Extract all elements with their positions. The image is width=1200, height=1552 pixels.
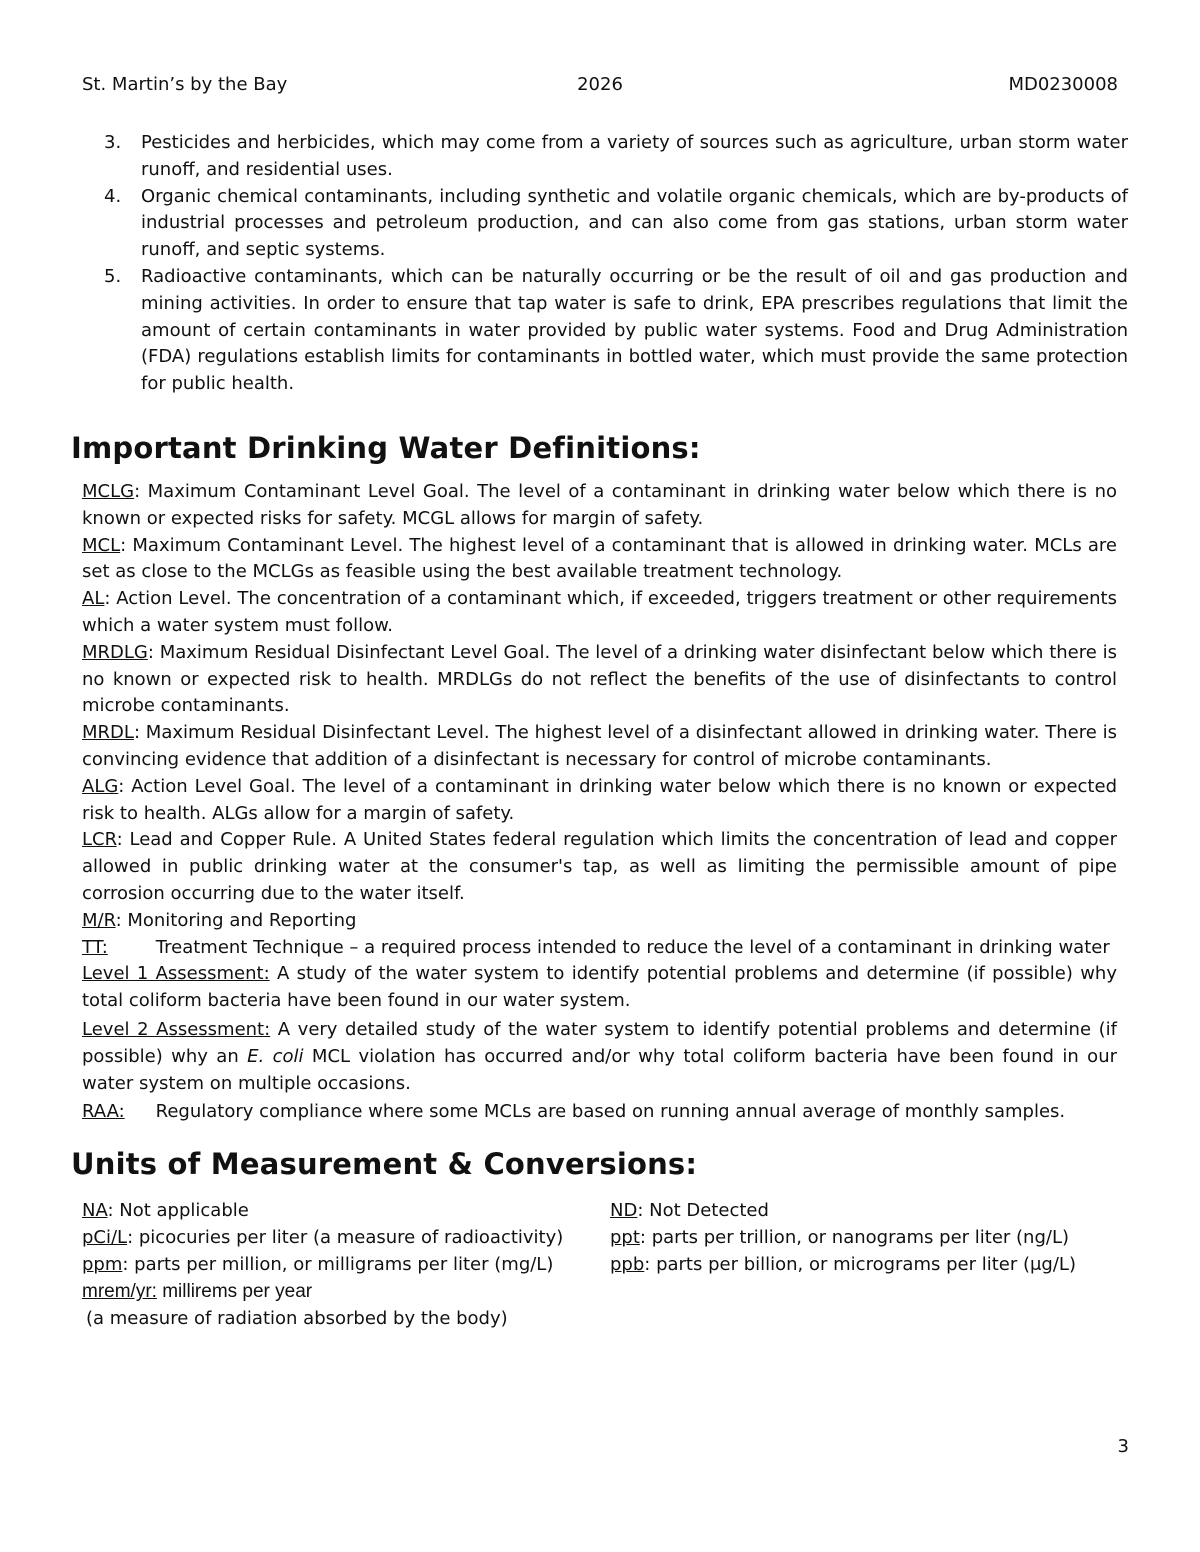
list-item-text: Organic chemical contaminants, including synthetic and volatile organic chemicals, which are by-products of industrial processes and petroleum production, and can also come from gas stations, urban storm water runoff, and septic systems.: [141, 185, 1128, 261]
definition-term: MCLG: [82, 481, 135, 502]
unit-text: millirems per year: [156, 1281, 313, 1303]
definition-text: A study of the water system to identify potential problems and determine (if possible) why total coliform bacteria have been found in our water system.: [82, 963, 1117, 1012]
definition-tt: [82, 935, 1117, 962]
unit-term: ppb: [610, 1253, 645, 1275]
list-item: [82, 184, 1128, 264]
definition-mcl: [82, 533, 1117, 587]
definition-term: Level 1 Assessment:: [82, 963, 270, 985]
definition-mr: [82, 908, 1117, 935]
definition-italic-term: E. coli: [247, 1045, 304, 1067]
definition-term: ALG: [82, 775, 119, 797]
definition-text: : Maximum Contaminant Level. The highest level of a contaminant that is allowed in drinking water. MCLs are set as close to the MCLGs as feasible using the best available treatment technology.: [82, 534, 1117, 583]
definition-term: MRDL: [82, 722, 134, 744]
definition-text: Regulatory compliance where some MCLs are based on running annual average of monthly samples.: [155, 1101, 1066, 1123]
unit-ppt: [610, 1225, 1120, 1252]
list-item-number: 5.: [104, 265, 122, 287]
definition-mrdl: [82, 720, 1117, 774]
unit-ppb: [610, 1252, 1120, 1279]
definition-alg: [82, 774, 1117, 828]
list-item-text: Radioactive contaminants, which can be naturally occurring or be the result of oil and gas production and mining activities. In order to ensure that tap water is safe to drink, EPA prescribes regulations that limit the amount of certain contaminants in water provided by public water systems. Food and Drug Administration (FDA) regulations establish limits for contaminants in bottled water, which must provide the same protection for public health.: [141, 265, 1128, 395]
definition-mrdlg: [82, 640, 1117, 720]
units-column-right: [610, 1198, 1120, 1278]
list-item-number: 4.: [104, 185, 122, 207]
definition-raa: [82, 1099, 1117, 1126]
definition-text: Treatment Technique – a required process intended to reduce the level of a contaminant in drinking water: [155, 936, 1110, 958]
definition-text: MCL violation has occurred and/or why total coliform bacteria have been found in our water system on multiple occasions.: [82, 1045, 1117, 1094]
unit-term: ppm: [82, 1253, 123, 1275]
definition-text: : Maximum Contaminant Level Goal. The level of a contaminant in drinking water below which there is no known or expected risks for safety. MCGL allows for margin of safety.: [82, 481, 1117, 529]
definition-text: : Maximum Residual Disinfectant Level Goal. The level of a drinking water disinfectant below which there is no known or expected risk to health. MRDLGs do not reflect the benefits of the use of disinfectants to control microbe contaminants.: [82, 641, 1117, 717]
unit-pcil: [82, 1225, 602, 1252]
page-number: 3: [1117, 1436, 1129, 1457]
list-item: [82, 264, 1128, 398]
units-heading: Units of Measurement & Conversions:: [71, 1147, 698, 1181]
definitions-section: [82, 479, 1117, 1126]
definitions-heading: Important Drinking Water Definitions:: [71, 431, 701, 465]
unit-text: : parts per billion, or micrograms per liter (μg/L): [644, 1253, 1076, 1275]
definition-text: : Monitoring and Reporting: [115, 909, 357, 931]
unit-term: NA: [82, 1200, 108, 1221]
unit-na: [82, 1198, 602, 1225]
list-item-number: 3.: [104, 132, 122, 153]
unit-nd: [610, 1198, 1120, 1225]
definition-level2: [82, 1017, 1117, 1097]
definition-al: [82, 586, 1117, 640]
definition-lcr: [82, 827, 1117, 907]
unit-term: mrem/yr:: [82, 1281, 157, 1303]
page-header: [82, 72, 1118, 98]
definition-text: : Action Level. The concentration of a contaminant which, if exceeded, triggers treatment or other requirements which a water system must follow.: [82, 588, 1117, 636]
contaminant-sources-list: [82, 130, 1128, 398]
header-system-id: MD0230008: [1008, 74, 1118, 95]
unit-mrem: [82, 1278, 602, 1306]
definition-term: TT:: [82, 936, 108, 958]
header-system-name: St. Martin’s by the Bay: [82, 74, 288, 95]
unit-text: : picocuries per liter (a measure of radioactivity): [127, 1226, 564, 1248]
definition-term: M/R: [82, 909, 116, 931]
definition-text: : Lead and Copper Rule. A United States federal regulation which limits the concentration of lead and copper allowed in public drinking water at the consumer's tap, as well as limiting the permissible amount of pipe corrosion occurring due to the water itself.: [82, 829, 1117, 904]
definition-text: : Maximum Residual Disinfectant Level. The highest level of a disinfectant allowed in drinking water. There is convincing evidence that addition of a disinfectant is necessary for control of microbe contaminants.: [82, 722, 1117, 770]
definition-mclg: [82, 479, 1117, 533]
definition-term: AL: [82, 588, 105, 610]
unit-term: pCi/L: [82, 1226, 128, 1248]
definition-text: : Action Level Goal. The level of a contaminant in drinking water below which there is no known or expected risk to health. ALGs allow for a margin of safety.: [82, 775, 1117, 824]
header-year: 2026: [577, 74, 623, 95]
units-column-left: [82, 1198, 602, 1333]
list-item-text: Pesticides and herbicides, which may come from a variety of sources such as agriculture, urban storm water runoff, and residential uses.: [141, 132, 1128, 180]
definition-term: LCR: [82, 829, 117, 851]
definition-term: RAA:: [82, 1101, 125, 1123]
unit-text: : Not Detected: [637, 1200, 769, 1221]
definition-term: MCL: [82, 534, 121, 556]
unit-text: : Not applicable: [107, 1200, 249, 1221]
unit-ppm: [82, 1252, 602, 1279]
definition-level1: [82, 961, 1117, 1015]
definition-text: A very detailed study of the water system to identify potential problems and determine (if possible) why an: [82, 1018, 1117, 1067]
unit-term: ppt: [610, 1226, 640, 1248]
unit-text: : parts per million, or milligrams per liter (mg/L): [122, 1253, 554, 1275]
list-item: [82, 130, 1128, 184]
definition-term: MRDLG: [82, 641, 148, 663]
unit-mrem-note: (a measure of radiation absorbed by the body): [86, 1308, 508, 1330]
definition-term: Level 2 Assessment:: [82, 1018, 271, 1040]
unit-text: : parts per trillion, or nanograms per liter (ng/L): [639, 1226, 1070, 1248]
unit-term: ND: [610, 1200, 638, 1221]
